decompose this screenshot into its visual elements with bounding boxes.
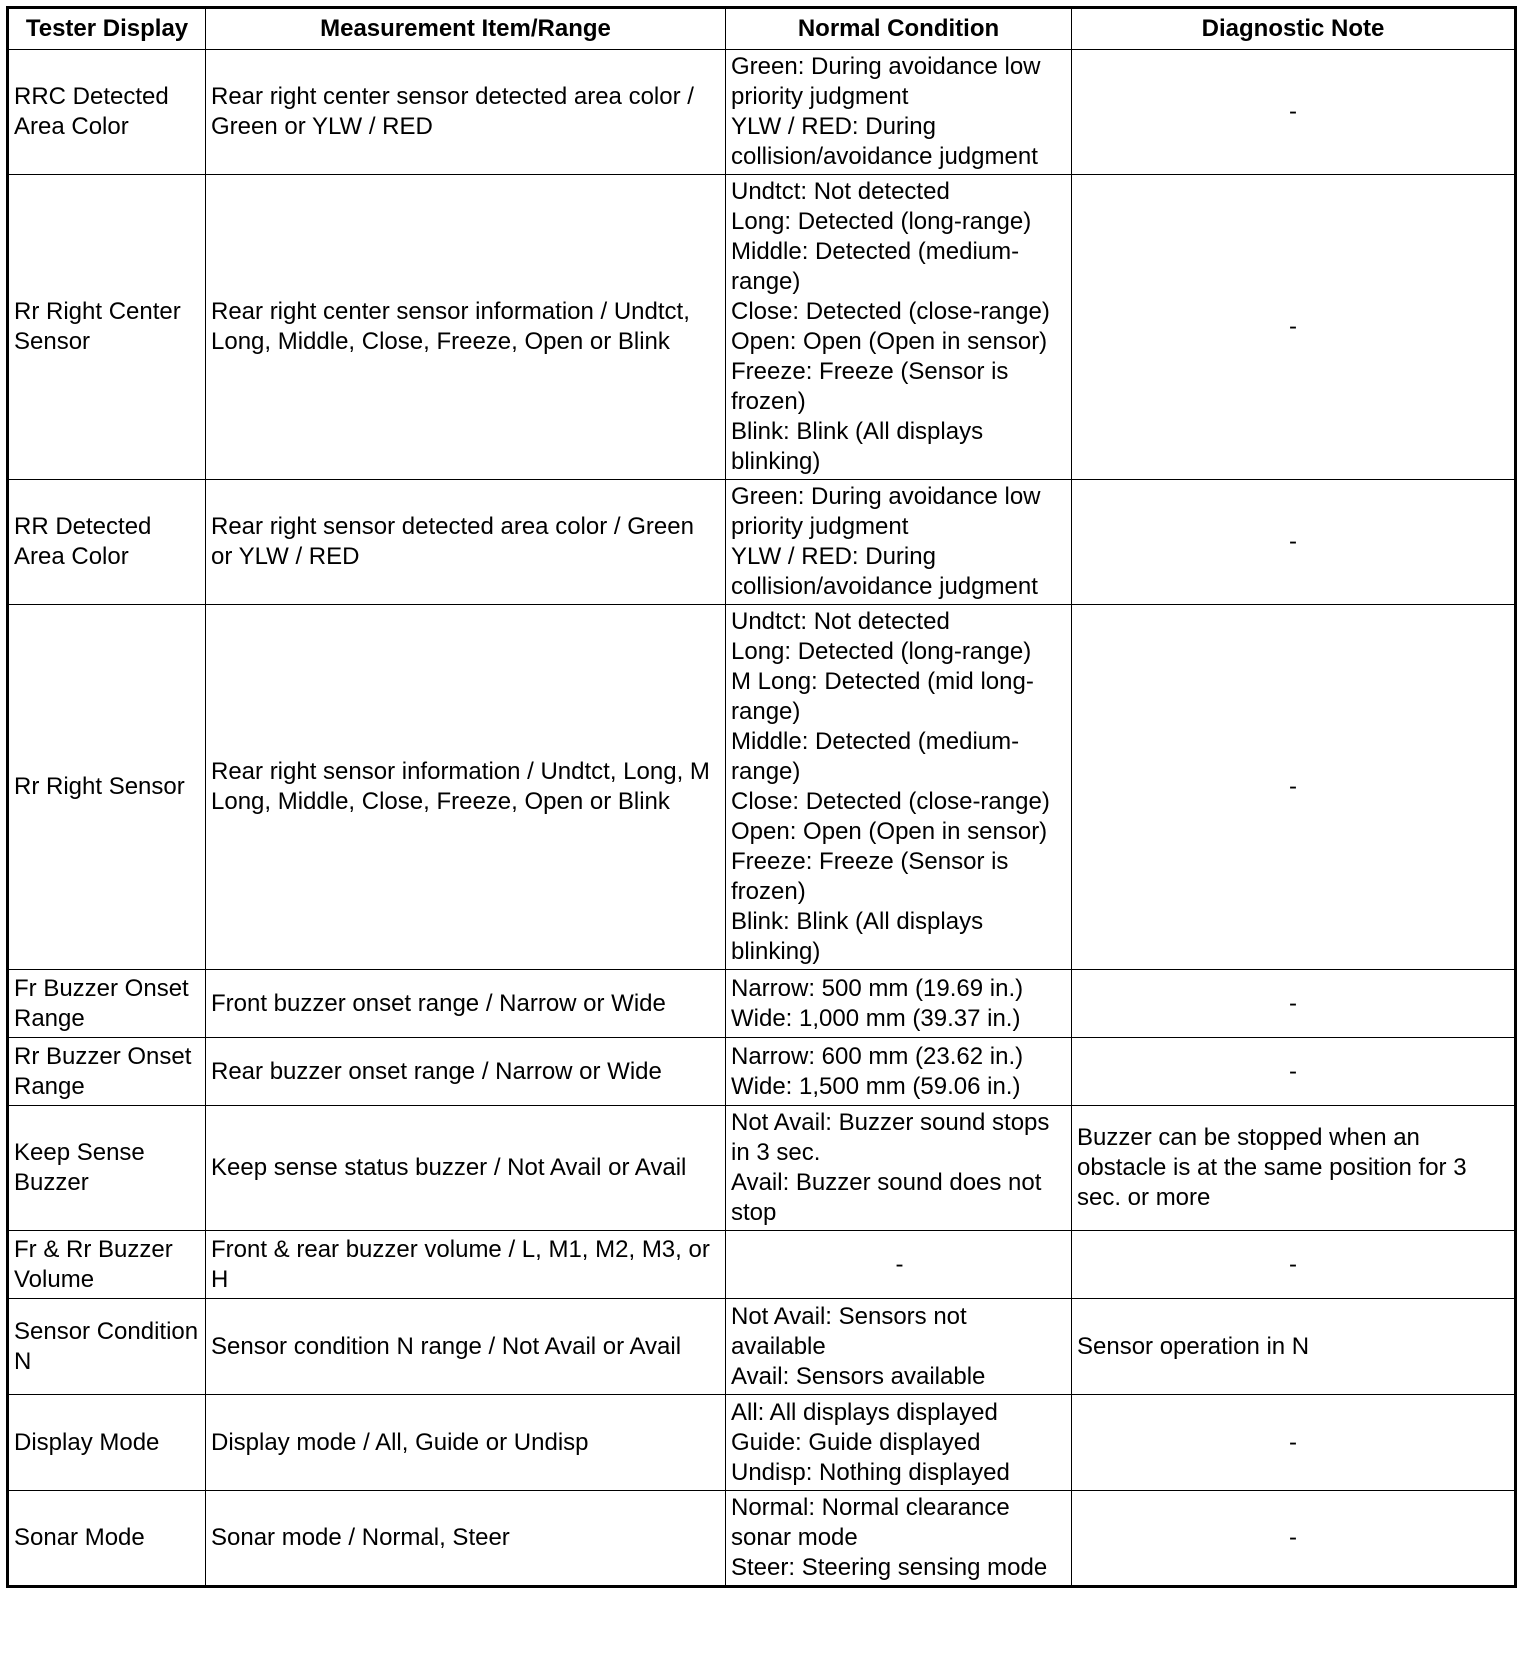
condition-line: Freeze: Freeze (Sensor is frozen)	[731, 848, 1009, 905]
measurement-item-cell: Rear right center sensor information / Undtct, Long, Middle, Close, Freeze, Open or Blink	[206, 175, 726, 480]
condition-line: Steer: Steering sensing mode	[731, 1554, 1048, 1581]
table-row	[8, 1299, 1516, 1395]
diagnostic-note-cell: -	[1072, 480, 1516, 605]
condition-line: Open: Open (Open in sensor)	[731, 328, 1048, 355]
normal-condition-cell	[726, 480, 1072, 605]
condition-line: -	[895, 1250, 904, 1278]
condition-line: Close: Detected (close-range)	[731, 788, 1050, 815]
measurement-item-cell: Keep sense status buzzer / Not Avail or Avail	[206, 1106, 726, 1231]
normal-condition-cell	[726, 1299, 1072, 1395]
tester-display-cell: Display Mode	[8, 1395, 206, 1491]
header-diagnostic-note: Diagnostic Note	[1072, 8, 1516, 50]
condition-line: Not Avail: Sensors not available	[731, 1302, 967, 1360]
normal-condition-cell	[726, 605, 1072, 970]
table-header-row	[8, 8, 1516, 50]
tester-display-cell: Rr Right Center Sensor	[8, 175, 206, 480]
tester-display-cell: Rr Buzzer Onset Range	[8, 1038, 206, 1106]
condition-line: M Long: Detected (mid long-range)	[731, 668, 1034, 725]
normal-condition-cell	[726, 1038, 1072, 1106]
tester-display-cell: Sonar Mode	[8, 1491, 206, 1587]
normal-condition-cell	[726, 50, 1072, 175]
tester-display-cell: Rr Right Sensor	[8, 605, 206, 970]
normal-condition-cell	[726, 970, 1072, 1038]
diagnostic-note-cell: -	[1072, 175, 1516, 480]
condition-line: Undtct: Not detected	[731, 178, 950, 205]
condition-line: Wide: 1,500 mm (59.06 in.)	[731, 1072, 1021, 1100]
diagnostic-note-cell: Sensor operation in N	[1072, 1299, 1516, 1395]
condition-line: Green: During avoidance low priority judgment	[731, 483, 1041, 540]
table-body	[8, 50, 1516, 1587]
diagnostic-note-cell: -	[1072, 1038, 1516, 1106]
condition-line: Avail: Buzzer sound does not stop	[731, 1169, 1042, 1226]
diagnostic-note-cell: -	[1072, 1491, 1516, 1587]
diagnostic-note-cell: Buzzer can be stopped when an obstacle is at the same position for 3 sec. or more	[1072, 1106, 1516, 1231]
condition-line: All: All displays displayed	[731, 1398, 998, 1426]
diagnostic-note-cell: -	[1072, 970, 1516, 1038]
condition-line: Guide: Guide displayed	[731, 1428, 981, 1456]
condition-line: Blink: Blink (All displays blinking)	[731, 908, 984, 965]
tester-display-cell: Fr & Rr Buzzer Volume	[8, 1231, 206, 1299]
condition-line: Middle: Detected (medium-range)	[731, 728, 1020, 785]
table-row	[8, 1038, 1516, 1106]
measurement-item-cell: Display mode / All, Guide or Undisp	[206, 1395, 726, 1491]
normal-condition-cell	[726, 1395, 1072, 1491]
table-row	[8, 480, 1516, 605]
measurement-item-cell: Sensor condition N range / Not Avail or Avail	[206, 1299, 726, 1395]
condition-line: Middle: Detected (medium-range)	[731, 238, 1020, 295]
normal-condition-cell	[726, 1491, 1072, 1587]
header-normal-condition: Normal Condition	[726, 8, 1072, 50]
measurement-item-cell: Front & rear buzzer volume / L, M1, M2, M3, or H	[206, 1231, 726, 1299]
condition-line: Green: During avoidance low priority judgment	[731, 53, 1041, 110]
diagnostic-data-table	[6, 6, 1517, 1588]
normal-condition-cell	[726, 175, 1072, 480]
measurement-item-cell: Rear right sensor detected area color / Green or YLW / RED	[206, 480, 726, 605]
table-row	[8, 1106, 1516, 1231]
normal-condition-cell	[726, 1106, 1072, 1231]
condition-line: Close: Detected (close-range)	[731, 298, 1050, 325]
condition-line: Narrow: 600 mm (23.62 in.)	[731, 1042, 1024, 1070]
table-row	[8, 1395, 1516, 1491]
condition-line: Wide: 1,000 mm (39.37 in.)	[731, 1004, 1021, 1032]
table-row	[8, 1491, 1516, 1587]
measurement-item-cell: Front buzzer onset range / Narrow or Wide	[206, 970, 726, 1038]
tester-display-cell: Fr Buzzer Onset Range	[8, 970, 206, 1038]
header-measurement-item: Measurement Item/Range	[206, 8, 726, 50]
condition-line: Narrow: 500 mm (19.69 in.)	[731, 974, 1024, 1002]
measurement-item-cell: Rear buzzer onset range / Narrow or Wide	[206, 1038, 726, 1106]
measurement-item-cell: Sonar mode / Normal, Steer	[206, 1491, 726, 1587]
condition-line: Long: Detected (long-range)	[731, 638, 1032, 665]
condition-line: Open: Open (Open in sensor)	[731, 818, 1048, 845]
measurement-item-cell: Rear right sensor information / Undtct, Long, M Long, Middle, Close, Freeze, Open or Blink	[206, 605, 726, 970]
diagnostic-note-cell: -	[1072, 50, 1516, 175]
tester-display-cell: RR Detected Area Color	[8, 480, 206, 605]
condition-line: Long: Detected (long-range)	[731, 208, 1032, 235]
table-row	[8, 1231, 1516, 1299]
normal-condition-cell	[726, 1231, 1072, 1299]
diagnostic-note-cell: -	[1072, 1231, 1516, 1299]
table-row	[8, 605, 1516, 970]
header-tester-display: Tester Display	[8, 8, 206, 50]
document	[6, 6, 1514, 1588]
table-row	[8, 175, 1516, 480]
condition-line: Undtct: Not detected	[731, 608, 950, 635]
table-row	[8, 50, 1516, 175]
condition-line: Avail: Sensors available	[731, 1362, 986, 1390]
condition-line: Normal: Normal clearance sonar mode	[731, 1494, 1010, 1551]
condition-line: YLW / RED: During collision/avoidance judgment	[731, 543, 1038, 600]
condition-line: YLW / RED: During collision/avoidance judgment	[731, 113, 1038, 170]
condition-line: Blink: Blink (All displays blinking)	[731, 418, 984, 475]
table-row	[8, 970, 1516, 1038]
tester-display-cell: RRC Detected Area Color	[8, 50, 206, 175]
tester-display-cell: Sensor Condition N	[8, 1299, 206, 1395]
condition-line: Not Avail: Buzzer sound stops in 3 sec.	[731, 1109, 1050, 1166]
diagnostic-note-cell: -	[1072, 1395, 1516, 1491]
condition-line: Undisp: Nothing displayed	[731, 1458, 1010, 1486]
measurement-item-cell: Rear right center sensor detected area color / Green or YLW / RED	[206, 50, 726, 175]
diagnostic-note-cell: -	[1072, 605, 1516, 970]
condition-line: Freeze: Freeze (Sensor is frozen)	[731, 358, 1009, 415]
tester-display-cell: Keep Sense Buzzer	[8, 1106, 206, 1231]
